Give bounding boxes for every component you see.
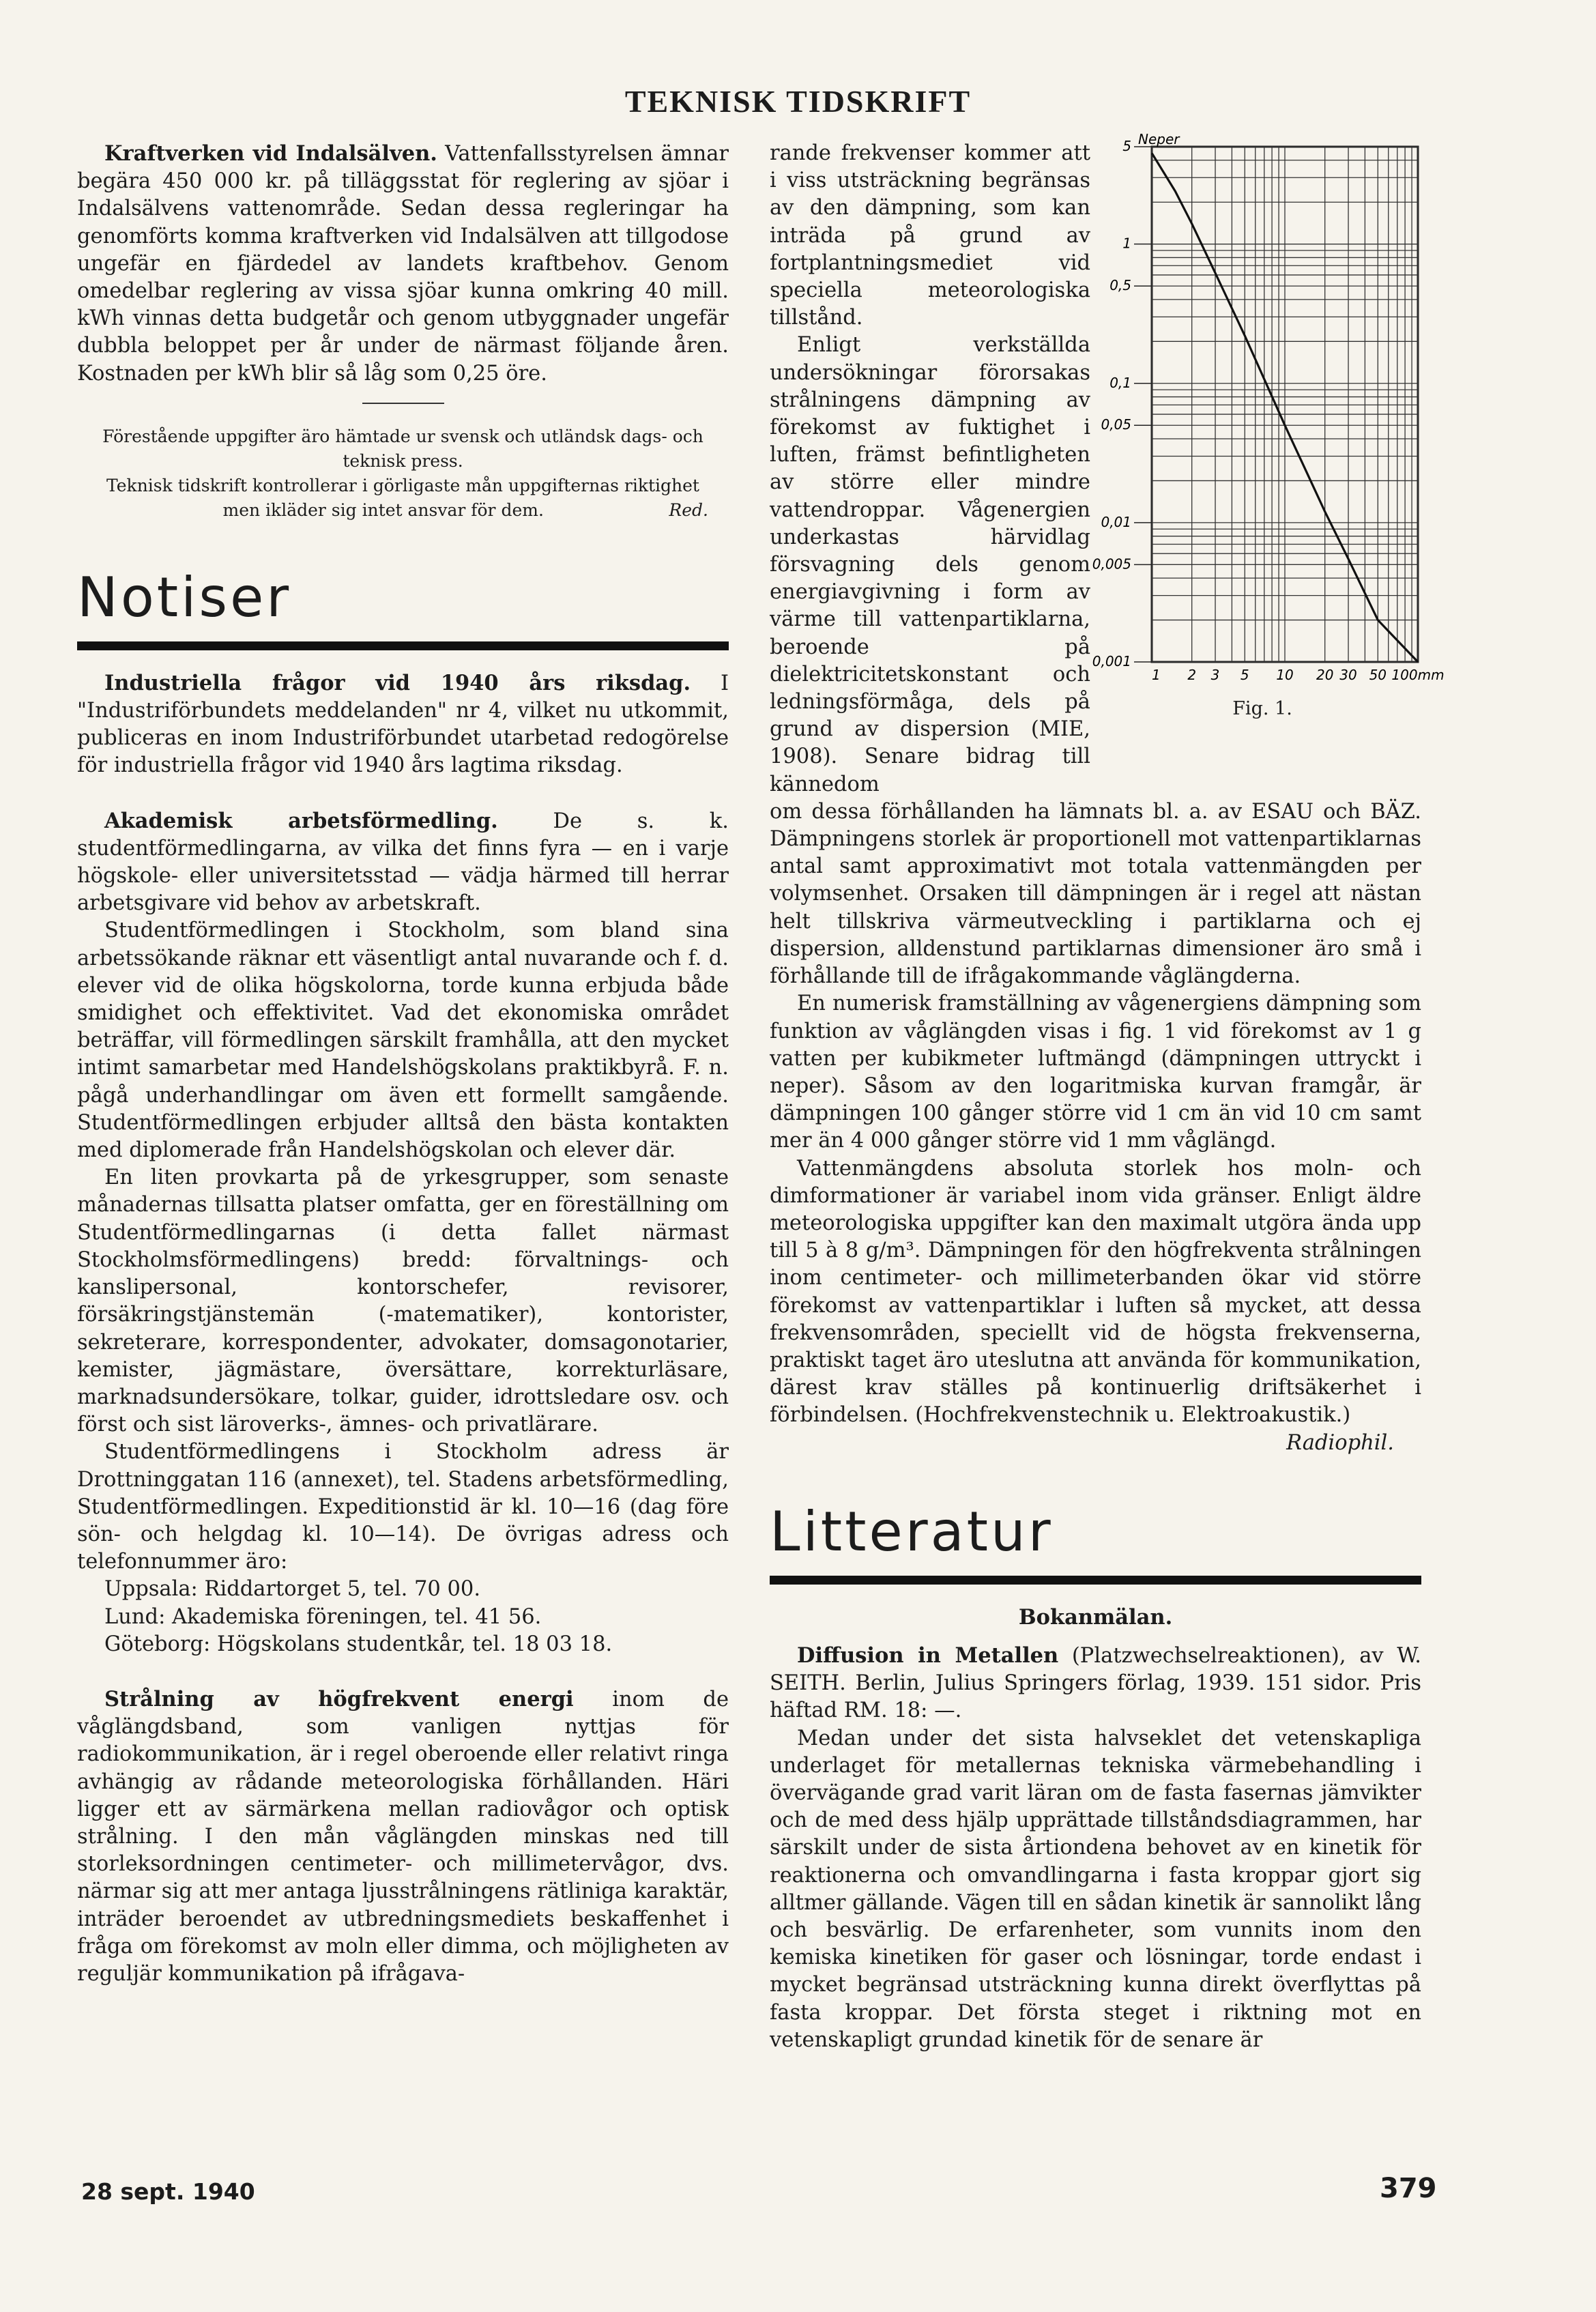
x-tick-label: 2 xyxy=(1187,667,1197,683)
y-tick-label: 0,005 xyxy=(1092,555,1131,573)
figure-1 xyxy=(1092,123,1445,737)
left-column xyxy=(77,140,729,1988)
chart-attenuation xyxy=(1092,123,1445,703)
source-note xyxy=(98,424,708,523)
paragraph-diffusion-body: Medan under det sista halvseklet det vetenskapliga underlaget för metallernas tekniska värmebehandling i övervägande grad varit läran om de fasta fasernas jämvikter och de med dess hjälp upprättade tillståndsdiagrammen, har särskilt under de sista årtiondena behovet av en kinetik för reaktionerna och omvandlingarna i fasta kroppar gjort sig alltmer gällande. Vägen till en sådan kinetik är sannolikt lång och besvärlig. De erfarenheter, som vunnits inom den kemiska kinetiken för gaser och lösningar, torde endast i mycket begränsad utsträckning kunna direkt överflyttas på fasta kroppar. Det första steget i riktning mot en vetenskapligt grundad kinetik för de senare är xyxy=(770,1726,1421,2052)
short-divider xyxy=(362,403,444,404)
section-title-notiser: Notiser xyxy=(77,565,292,629)
source-note-2 xyxy=(98,474,708,523)
y-tick-label: 5 xyxy=(1122,138,1131,154)
y-tick-label: 0,5 xyxy=(1109,277,1131,294)
paragraph-akademisk-3: En liten provkarta på de yrkesgrupper, som senaste månadernas tillsatta platser omfatta, ger en föreställning om Studentförmedlingarnas (i detta fallet närmast Stockholmsförmedlingens) bredd: förvaltnings- och kanslipersonal, kontorschefer, revisorer, försäkringstjänstemän (-matematiker), kontorister, sekreterare, korrespondenter, advokater, domsagonotarier, kemister, jägmästare, översättare, korrekturläsare, marknadsundersökare, tolkar, guider, idrottsledare osv. och först och sist läroverks-, ämnes- och privatlärare. xyxy=(77,1166,729,1437)
heading-industriella: Industriella frågor vid 1940 års riksdag. xyxy=(104,670,691,695)
paragraph-wide-2: En numerisk framställning av vågenergiens dämpning som funktion av våglängden visas i fig. 1 vid förekomst av 1 g vatten per kubikmeter luftmängd (dämpningen uttryckt i neper). Såsom av den logaritmiska kurvan framgår, är dämpningen 100 gånger större vid 1 cm än vid 10 cm samt mer än 4 000 gånger större vid 1 mm våglängd. xyxy=(770,992,1421,1153)
y-tick-label: 1 xyxy=(1122,235,1131,252)
figure-caption: Fig. 1. xyxy=(1232,698,1292,719)
heading-akademisk: Akademisk arbetsförmedling. xyxy=(104,808,498,833)
y-axis-unit: Neper xyxy=(1138,131,1180,147)
spacer xyxy=(77,1658,729,1686)
source-note-1: Förestående uppgifter äro hämtade ur svensk och utländsk dags- och teknisk press. xyxy=(102,426,703,471)
address-uppsala: Uppsala: Riddartorget 5, tel. 70 00. xyxy=(104,1577,481,1602)
x-tick-label: 20 xyxy=(1316,667,1334,683)
section-bar-litteratur xyxy=(770,1576,1421,1585)
source-note-2-text: Teknisk tidskrift kontrollerar i görligaste mån uppgifternas riktighet men ikläder sig intet ansvar för dem. xyxy=(106,475,699,520)
address-lund: Lund: Akademiska föreningen, tel. 41 56. xyxy=(104,1604,542,1629)
paragraph-narrow-2: Enligt verkställda undersökningar förorsakas strålningens dämpning av förekomst av fuktighet i luften, främst befintligheten av större eller mindre vattendroppar. Vågenergien underkastas härvidlag försvagning dels genom energiavgivning i form av värme till vattenpartiklarna, beroende på dielektricitetskonstant och ledningsförmåga, dels på grund av dispersion (MIE, 1908). Senare bidrag till kännedom xyxy=(770,333,1090,796)
page-number: 379 xyxy=(1380,2173,1437,2204)
y-tick-label: 0,01 xyxy=(1101,513,1131,530)
section-title-litteratur: Litteratur xyxy=(770,1499,1054,1563)
paragraph-wide-1: om dessa förhållanden ha lämnats bl. a. av ESAU och BÄZ. Dämpningens storlek är proportionell mot vattenpartiklarnas antal samt approximativt mot totala vattenmängden per volymsenhet. Orsaken till dämpningen är i regel att nästan helt tillskriva värmeutveckling i partiklarna och ej dispersion, alldenstund partiklarnas dimensioner äro små i förhållande till de ifrågakommande våglängderna. xyxy=(770,799,1421,989)
x-tick-label: 10 xyxy=(1276,667,1294,683)
section-bar-notiser xyxy=(77,641,729,650)
y-tick-label: 0,1 xyxy=(1109,374,1131,391)
heading-stralning: Strålning av högfrekvent energi xyxy=(104,1686,574,1711)
paragraph-stralning xyxy=(77,1686,729,1988)
address-goteborg: Göteborg: Högskolans studentkår, tel. 18 03 18. xyxy=(104,1632,613,1656)
x-tick-label: 100mm xyxy=(1391,667,1445,683)
paragraph-kraftverken xyxy=(77,140,729,388)
x-tick-label: 1 xyxy=(1152,667,1161,683)
y-tick-label: 0,001 xyxy=(1092,653,1131,669)
body-diffusion-ref: (Platzwechselreaktionen), av W. SEITH. Berlin, Julius Springers förlag, 1939. 151 sidor. Pris häftad RM. 18: —. xyxy=(770,1643,1421,1723)
heading-diffusion: Diffusion in Metallen xyxy=(797,1643,1059,1668)
paragraph-industriella xyxy=(77,669,729,780)
paragraph-akademisk-4: Studentförmedlingens i Stockholm adress är Drottninggatan 116 (annexet), tel. Stadens arbetsförmedling, Studentförmedlingen. Expeditionstid är kl. 10—16 (dag före sön- och helgdag kl. 10—14). De övrigas adress och telefonnummer äro: xyxy=(77,1440,729,1574)
source-note-red: Red. xyxy=(669,500,708,520)
paragraph-narrow-1: rande frekvenser kommer att i viss utsträckning begränsas av den dämpning, som kan inträda på grund av fortplantningsmediet vid speciella meteorologiska tillstånd. xyxy=(770,141,1090,330)
heading-bokanmalan: Bokanmälan. xyxy=(1018,1604,1173,1630)
heading-kraftverken: Kraftverken vid Indalsälven. xyxy=(104,141,437,166)
paragraph-akademisk xyxy=(77,807,729,918)
spacer xyxy=(77,780,729,807)
paragraph-diffusion-ref xyxy=(770,1642,1421,1725)
body-akademisk: De s. k. studentförmedlingarna, av vilka det finns fyra — en i varje högskole- eller universitetsstad — vädja härmed till herrar arbetsgivare vid behov av arbetskraft. xyxy=(77,809,729,916)
footer-date: 28 sept. 1940 xyxy=(81,2178,255,2205)
y-tick-label: 0,05 xyxy=(1101,416,1131,433)
paragraph-akademisk-2: Studentförmedlingen i Stockholm, som bland sina arbetssökande räknar ett väsentligt antal nuvarande och f. d. elever vid de olika högskolorna, torde kunna erbjuda både smidighet och effektivitet. Vad det ekonomiska området beträffar, vill förmedlingen särskilt framhålla, att den mycket intimt samarbetar med Handelshögskolans praktikbyrå. F. n. pågå underhandlingar om även ett formellt samgående. Studentförmedlingen erbjuder alltså den bästa kontakten med diplomerade från Handelshögskolan och elever där. xyxy=(77,919,729,1163)
masthead: TEKNISK TIDSKRIFT xyxy=(624,84,972,119)
paragraph-wide-3: Vattenmängdens absoluta storlek hos moln- och dimformationer är variabel inom vida gränser. Enligt äldre meteorologiska uppgifter kan den maximalt utgöra ända upp till 5 à 8 g/m³. Dämpningen för den högfrekventa strålningen inom centimeter- och millimeterbanden ökar vid större förekomst av vattenpartiklar i luften så mycket, att dessa frekvensområden, speciellt vid de högsta frekvenserna, praktiskt taget äro uteslutna att använda för kommunikation, därest krav ställes på kontinuerlig driftsäkerhet i förbindelsen. (Hochfrekvenstechnik u. Elektroakustik.) xyxy=(770,1156,1421,1428)
body-stralning: inom de våglängdsband, som vanligen nyttjas för radiokommunikation, är i regel oberoende eller relativt ringa avhängig av rådande meteorologiska förhållanden. Häri ligger ett av särmärkena mellan radiovågor och optisk strålning. I den mån våglängden minskas ned till storleksordningen centimeter- och millimetervågor, dvs. närmar sig att mer antaga ljusstrålningens rätliniga karaktär, inträder beroendet av utbredningsmediets beskaffenhet i fråga om förekomst av moln eller dimma, och möjligheten av reguljär kommunikation på ifrågava- xyxy=(77,1687,729,1986)
signature-radiophil: Radiophil. xyxy=(1286,1430,1394,1455)
x-tick-label: 3 xyxy=(1210,667,1220,683)
body-industriella: I "Industriförbundets meddelanden" nr 4, vilket nu utkommit, publiceras en inom Industriförbundet utarbetad redogörelse för industriella frågor vid 1940 års lagtima riksdag. xyxy=(77,671,729,778)
x-tick-label: 50 xyxy=(1369,667,1387,683)
body-kraftverken: Vattenfallsstyrelsen ämnar begära 450 000 kr. på tilläggsstat för reglering av sjöar i Indalsälvens vattenområde. Sedan dessa regleringar ha genomförts komma kraftverken vid Indalsälven att tillgodose ungefär en fjärdedel av landets kraftbehov. Genom omedelbar reglering av vissa sjöar kunna omkring 40 mill. kWh vinnas detta budgetår och genom utbyggnader ungefär dubbla beloppet per år under de närmast följande åren. Kostnaden per kWh blir så låg som 0,25 öre. xyxy=(77,142,729,386)
x-tick-label: 5 xyxy=(1240,667,1249,683)
x-tick-label: 30 xyxy=(1339,667,1357,683)
